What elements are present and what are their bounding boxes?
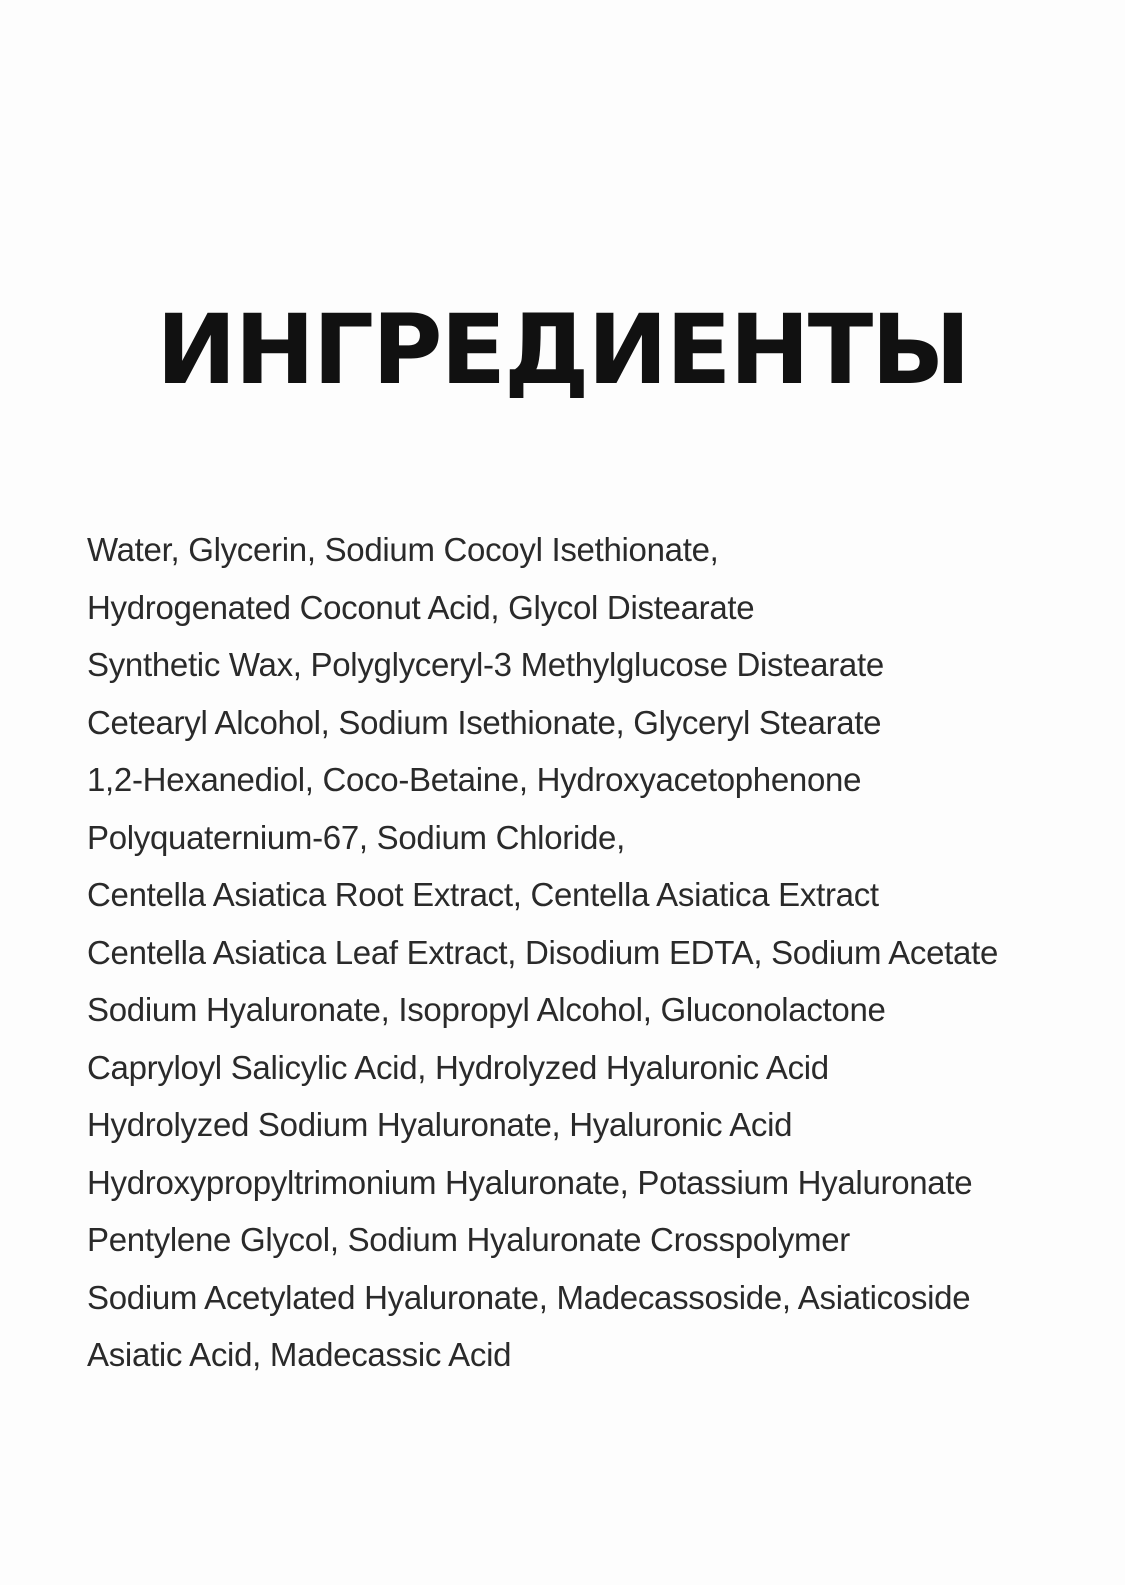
ingredient-line: Pentylene Glycol, Sodium Hyaluronate Crosspolymer <box>87 1221 850 1258</box>
ingredient-line: Hydrolyzed Sodium Hyaluronate, Hyaluronic Acid <box>87 1106 793 1143</box>
ingredient-line: Cetearyl Alcohol, Sodium Isethionate, Glyceryl Stearate <box>87 703 882 741</box>
ingredient-line: Sodium Hyaluronate, Isopropyl Alcohol, Gluconolactone <box>87 991 886 1028</box>
ingredient-line: 1,2-Hexanediol, Coco-Betaine, Hydroxyacetophenone <box>87 761 862 798</box>
ingredient-line: Water, Glycerin, Sodium Cocoyl Isethionate, <box>87 531 719 568</box>
ingredient-line: Hydroxypropyltrimonium Hyaluronate, Potassium Hyaluronate <box>87 1163 973 1201</box>
ingredient-line: Synthetic Wax, Polyglyceryl-3 Methylglucose Distearate <box>87 646 884 683</box>
ingredient-line: Hydrogenated Coconut Acid, Glycol Distearate <box>87 588 755 626</box>
ingredient-line: Centella Asiatica Root Extract, Centella Asiatica Extract <box>87 876 879 913</box>
ingredient-line: Capryloyl Salicylic Acid, Hydrolyzed Hyaluronic Acid <box>87 1048 829 1086</box>
ingredients-list <box>87 521 1097 1384</box>
ingredient-line: Centella Asiatica Leaf Extract, Disodium EDTA, Sodium Acetate <box>87 933 999 971</box>
page-title: ИНГРЕДИЕНТЫ <box>156 294 969 406</box>
ingredient-line: Polyquaternium-67, Sodium Chloride, <box>87 818 625 856</box>
ingredient-line: Asiatic Acid, Madecassic Acid <box>87 1336 512 1373</box>
ingredient-line: Sodium Acetylated Hyaluronate, Madecassoside, Asiaticoside <box>87 1278 971 1316</box>
